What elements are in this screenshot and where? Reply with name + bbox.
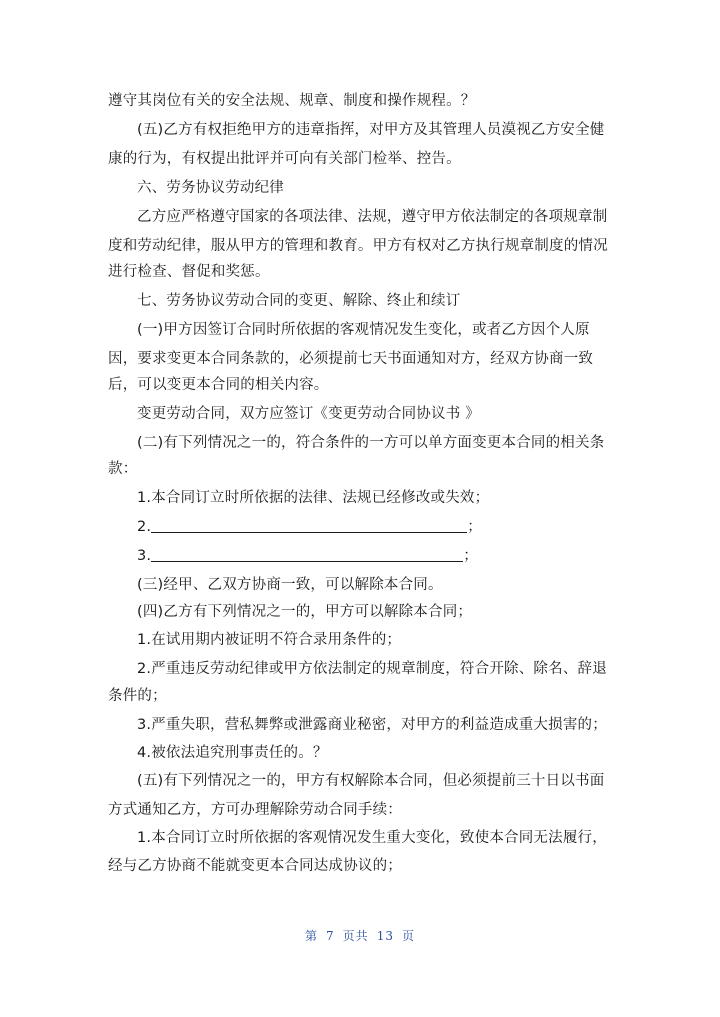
list-item: 1.本合同订立时所依据的客观情况发生重大变化，致使本合同无法履行， xyxy=(137,830,607,846)
text-line: 方式通知乙方，方可办理解除劳动合同手续： xyxy=(108,802,402,818)
fill-in-blank xyxy=(151,547,463,562)
text-line: 款： xyxy=(108,461,138,477)
list-item: 4.被依法追究刑事责任的。？ xyxy=(137,745,328,761)
text-line: (三)经甲、乙双方协商一致，可以解除本合同。 xyxy=(137,577,443,593)
text-line: 度和劳动纪律，服从甲方的管理和教育。甲方有权对乙方执行规章制度的情况 xyxy=(108,238,608,254)
blank-end: ； xyxy=(463,548,478,564)
blank-list-item xyxy=(137,517,482,537)
text-line: (五)乙方有权拒绝甲方的违章指挥，对甲方及其管理人员漠视乙方安全健 xyxy=(137,122,605,138)
text-line: (五)有下列情况之一的，甲方有权解除本合同，但必须提前三十日以书面 xyxy=(137,773,605,789)
list-number: 3. xyxy=(137,548,152,564)
text-line: 康的行为，有权提出批评并可向有关部门检举、控告。 xyxy=(108,151,461,167)
footer-page-number: 7 xyxy=(326,929,335,943)
list-item: 1.在试用期内被证明不符合录用条件的； xyxy=(137,632,402,648)
blank-list-item xyxy=(137,546,478,566)
text-line: 进行检查、督促和奖惩。 xyxy=(108,264,270,280)
section-heading: 六、劳务协议劳动纪律 xyxy=(137,180,284,196)
text-line: (二)有下列情况之一的，符合条件的一方可以单方面变更本合同的相关条 xyxy=(137,435,605,451)
text-line: (四)乙方有下列情况之一的，甲方可以解除本合同； xyxy=(137,604,473,620)
blank-end: ； xyxy=(467,519,482,535)
footer-prefix: 第 xyxy=(305,929,319,943)
text-line: (一)甲方因签订合同时所依据的客观情况发生变化，或者乙方因个人原 xyxy=(137,322,590,338)
footer-suffix: 页 xyxy=(401,929,415,943)
text-line: 遵守其岗位有关的安全法规、规章、制度和操作规程。？ xyxy=(108,93,476,109)
footer-mid: 页共 xyxy=(342,929,369,943)
list-item: 3.严重失职，营私舞弊或泄露商业秘密，对甲方的利益造成重大损害的； xyxy=(137,717,607,733)
list-item: 2.严重违反劳动纪律或甲方依法制定的规章制度，符合开除、除名、辞退 xyxy=(137,661,607,677)
text-line: 变更劳动合同，双方应签订《变更劳动合同协议书 》 xyxy=(137,406,480,422)
text-line: 后，可以变更本合同的相关内容。 xyxy=(108,377,329,393)
text-line: 乙方应严格遵守国家的各项法律、法规，遵守甲方依法制定的各项规章制 xyxy=(137,209,608,225)
section-heading: 七、劳务协议劳动合同的变更、解除、终止和续订 xyxy=(137,293,461,309)
fill-in-blank xyxy=(151,518,467,533)
list-item: 1.本合同订立时所依据的法律、法规已经修改或失效； xyxy=(137,490,490,506)
list-number: 2. xyxy=(137,519,152,535)
text-line: 条件的； xyxy=(108,688,167,704)
footer-total-pages: 13 xyxy=(376,929,394,943)
text-line: 经与乙方协商不能就变更本合同达成协议的； xyxy=(108,858,402,874)
text-line: 因，要求变更本合同条款的，必须提前七天书面通知对方，经双方协商一致 xyxy=(108,351,594,367)
page-footer xyxy=(0,927,720,944)
